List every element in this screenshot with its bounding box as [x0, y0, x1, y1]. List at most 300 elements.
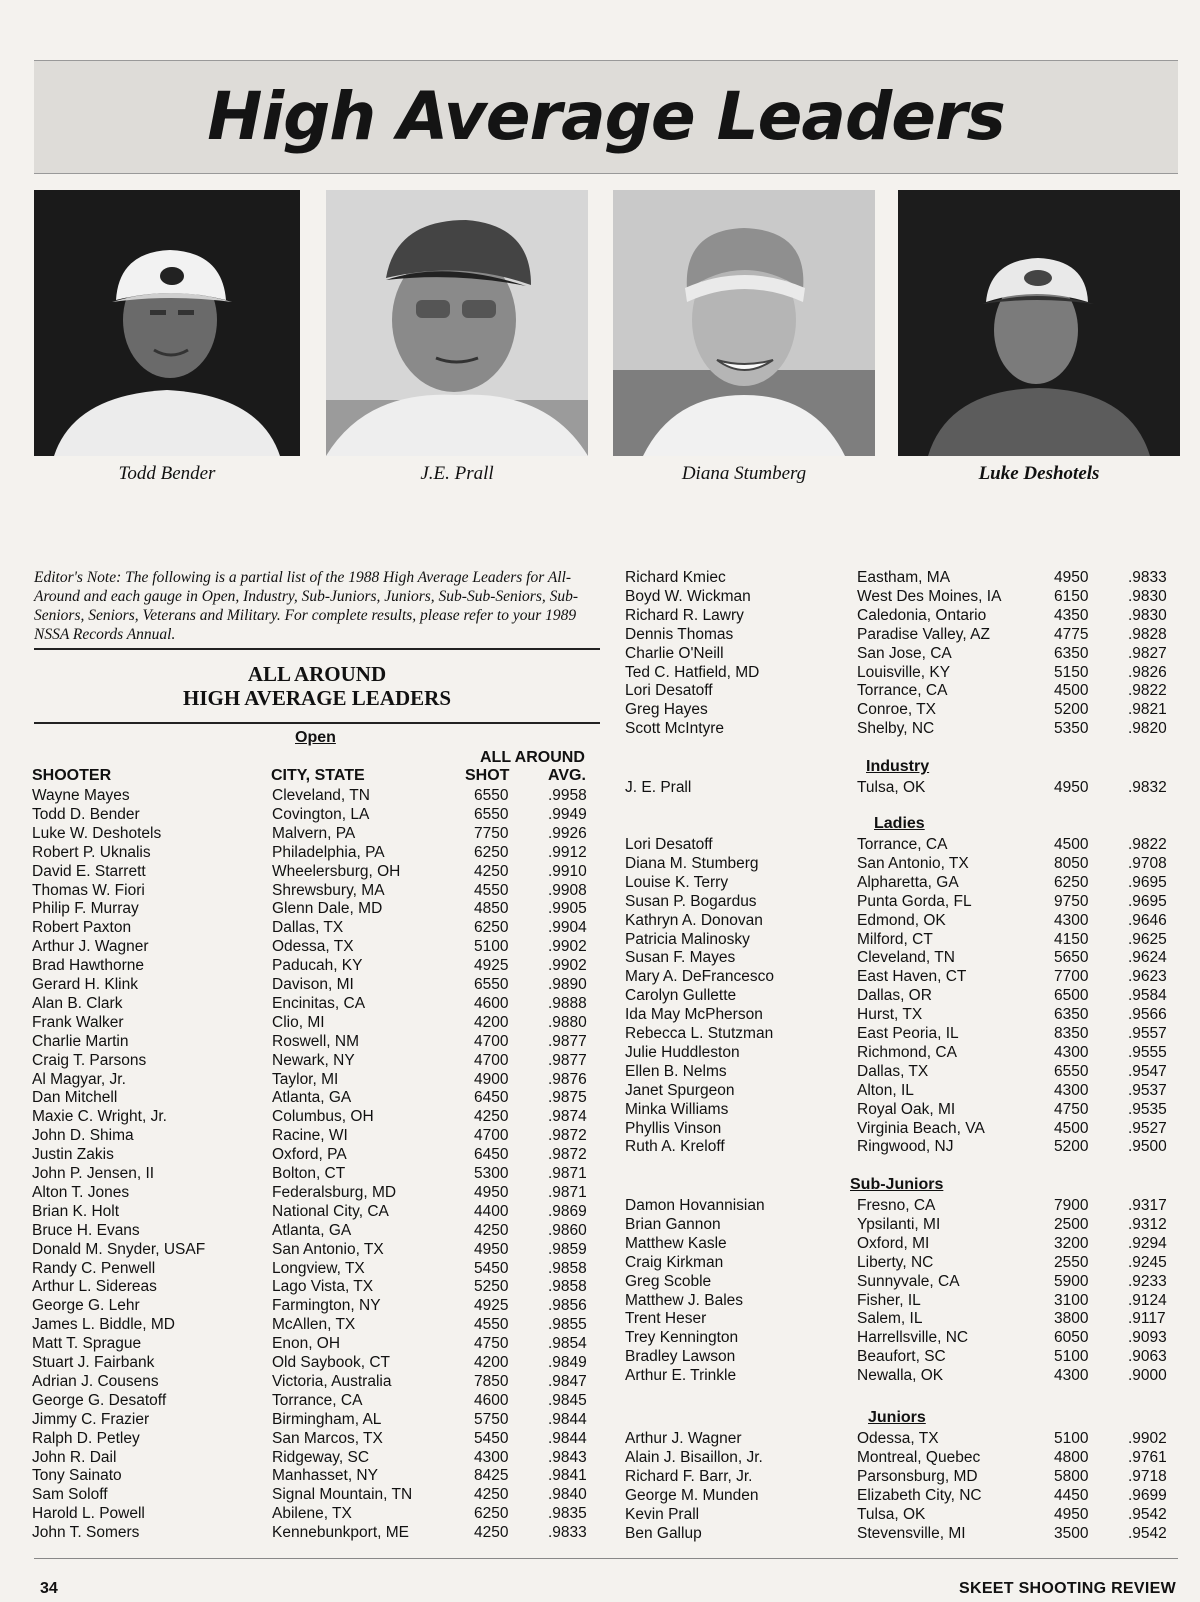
city-state: Torrance, CA [857, 836, 948, 853]
shooter-name: Philip F. Murray [32, 900, 139, 918]
city-state: Cleveland, TN [857, 949, 955, 967]
shooter-name: Louise K. Terry [625, 873, 729, 891]
city-state: East Peoria, IL [857, 1025, 959, 1042]
city-state: Virginia Beach, VA [857, 1119, 985, 1137]
shots: 5200 [1054, 1138, 1089, 1156]
shots: 3800 [1054, 1310, 1089, 1328]
city-state: Louisville, KY [857, 663, 951, 681]
shots: 5450 [474, 1259, 509, 1277]
city-state: Stevensville, MI [857, 1524, 966, 1542]
shots: 5350 [1054, 720, 1089, 738]
shots: 4500 [1054, 836, 1089, 853]
city-state: Tulsa, OK [857, 1505, 926, 1523]
city-state: Longview, TX [272, 1259, 365, 1277]
shooter-name: Trey Kennington [625, 1329, 739, 1347]
shots: 4500 [1054, 682, 1089, 700]
shooter-name: Janet Spurgeon [625, 1081, 735, 1099]
table-row [0, 1524, 1200, 1543]
table-row [0, 1005, 1200, 1024]
table-row [0, 1486, 1200, 1505]
city-state: Ridgeway, SC [272, 1448, 370, 1466]
table-row [0, 967, 1200, 986]
shooter-name: Gerard H. Klink [32, 976, 138, 993]
shooter-name: Charlie Martin [32, 1032, 129, 1050]
table-row [0, 873, 1200, 892]
city-state: Shelby, NC [857, 720, 935, 738]
city-state: Alpharetta, GA [857, 873, 959, 891]
city-state: Conroe, TX [857, 701, 936, 719]
shots: 8425 [474, 1467, 509, 1485]
shots: 4150 [1054, 930, 1089, 948]
shooter-name: Damon Hovannisian [625, 1197, 765, 1214]
shot-header: SHOT [465, 767, 510, 784]
shots: 5100 [474, 938, 509, 956]
shots: 7900 [1054, 1197, 1089, 1214]
shooter-name: Jimmy C. Frazier [32, 1410, 150, 1428]
shots: 4750 [474, 1335, 509, 1353]
average: .9855 [548, 1316, 587, 1334]
shots: 4925 [474, 1297, 509, 1315]
average: .9832 [1128, 779, 1167, 796]
shooter-name: Sam Soloff [32, 1486, 108, 1504]
average: .9877 [548, 1032, 587, 1050]
average: .9827 [1128, 644, 1167, 662]
shots: 4250 [474, 1524, 509, 1542]
shooter-name: Todd D. Bender [32, 805, 140, 823]
average: .9646 [1128, 911, 1167, 929]
average: .9872 [548, 1127, 587, 1145]
shooter-name: Diana M. Stumberg [625, 854, 759, 872]
average: .9904 [548, 919, 587, 937]
average: .9000 [1128, 1367, 1167, 1385]
average: .9840 [548, 1486, 587, 1504]
shooter-name: Wayne Mayes [32, 787, 130, 804]
average: .9695 [1128, 892, 1167, 910]
city-state: Punta Gorda, FL [857, 892, 972, 910]
shots: 4250 [474, 1221, 509, 1239]
shots: 4350 [1054, 606, 1089, 624]
shots: 4500 [1054, 1119, 1089, 1137]
shots: 6050 [1054, 1329, 1089, 1347]
shooter-name: Carolyn Gullette [625, 987, 737, 1005]
average: .9849 [548, 1354, 587, 1371]
city-state: Oxford, MI [857, 1234, 930, 1252]
average: .9527 [1128, 1119, 1167, 1137]
average: .9910 [548, 862, 587, 880]
city-state: Racine, WI [272, 1127, 348, 1145]
shooter-name: Al Magyar, Jr. [32, 1070, 126, 1088]
city-state: Salem, IL [857, 1310, 923, 1328]
city-state: Edmond, OK [857, 911, 946, 929]
average: .9124 [1128, 1291, 1167, 1309]
shooter-name: Bradley Lawson [625, 1348, 736, 1366]
shots: 2500 [1054, 1215, 1089, 1233]
shots: 4300 [474, 1448, 509, 1466]
city-state: Milford, CT [857, 930, 933, 948]
caption-todd-bender: Todd Bender [118, 463, 216, 484]
shooter-name: Patricia Malinosky [625, 930, 750, 948]
shooter-name: Craig Kirkman [625, 1253, 724, 1271]
city-state: Sunnyvale, CA [857, 1272, 960, 1290]
average: .9566 [1128, 1006, 1167, 1024]
table-row [0, 1291, 1200, 1310]
shots: 6150 [1054, 587, 1089, 605]
shots: 4925 [474, 957, 509, 975]
shots: 4300 [1054, 1367, 1089, 1385]
shooter-name: Matt T. Sprague [32, 1335, 142, 1353]
city-state: Fisher, IL [857, 1291, 921, 1309]
table-row [0, 854, 1200, 873]
shots: 8050 [1054, 854, 1089, 872]
shots: 4200 [474, 1013, 509, 1031]
shots: 5750 [474, 1410, 509, 1428]
average: .9833 [1128, 569, 1167, 586]
average: .9844 [548, 1410, 587, 1428]
city-state: San Antonio, TX [857, 854, 969, 872]
city-state: San Jose, CA [857, 644, 952, 662]
city-state: Newark, NY [272, 1051, 355, 1069]
city-state: Tulsa, OK [857, 779, 926, 796]
city-state: Victoria, Australia [272, 1372, 392, 1390]
shots: 6350 [1054, 1006, 1089, 1024]
subjuniors-subheading: Sub-Juniors [850, 1176, 944, 1193]
shooter-name: Ellen B. Nelms [625, 1062, 727, 1080]
shooter-name: Ida May McPherson [625, 1006, 763, 1024]
city-state: Kennebunkport, ME [272, 1524, 410, 1542]
city-state: East Haven, CT [857, 968, 967, 986]
city-state: Davison, MI [272, 976, 354, 993]
shots: 4700 [474, 1032, 509, 1050]
all-around-header: ALL AROUND [480, 749, 585, 766]
average: .9093 [1128, 1329, 1167, 1347]
table-row [0, 892, 1200, 911]
city-state: Manhasset, NY [272, 1467, 378, 1485]
shooter-name: Brad Hawthorne [32, 957, 145, 975]
shots: 4250 [474, 1486, 509, 1504]
average: .9623 [1128, 968, 1167, 986]
average: .9905 [548, 900, 587, 918]
average: .9869 [548, 1202, 587, 1220]
average: .9844 [548, 1429, 587, 1447]
city-state: Shrewsbury, MA [272, 881, 385, 899]
shots: 6450 [474, 1146, 509, 1164]
average: .9902 [1128, 1430, 1167, 1447]
city-state: Royal Oak, MI [857, 1100, 956, 1118]
average: .9958 [548, 787, 587, 804]
caption-je-prall: J.E. Prall [420, 463, 494, 484]
city-state: Eastham, MA [857, 569, 951, 586]
city-state: McAllen, TX [272, 1316, 356, 1334]
shots: 5800 [1054, 1467, 1089, 1485]
table-row [0, 930, 1200, 949]
shots: 6550 [474, 787, 509, 804]
shooter-name: George G. Desatoff [32, 1391, 167, 1409]
table-row [0, 1196, 1200, 1215]
shooter-name: Rebecca L. Stutzman [625, 1025, 774, 1042]
shooter-name: George G. Lehr [32, 1297, 140, 1315]
title-banner [34, 60, 1178, 174]
average: .9699 [1128, 1486, 1167, 1504]
shots: 4700 [474, 1051, 509, 1069]
table-row [0, 1119, 1200, 1138]
shots: 7750 [474, 824, 509, 842]
average: .9833 [548, 1524, 587, 1542]
shots: 4300 [1054, 911, 1089, 929]
shots: 4600 [474, 1391, 509, 1409]
table-row [0, 1234, 1200, 1253]
shots: 4300 [1054, 1043, 1089, 1061]
city-state: Dallas, OR [857, 987, 932, 1005]
average: .9854 [548, 1335, 587, 1353]
shooter-name: Tony Sainato [32, 1467, 122, 1485]
shots: 4900 [474, 1070, 509, 1088]
shots: 4450 [1054, 1486, 1089, 1504]
shots: 6250 [474, 919, 509, 937]
juniors-subheading: Juniors [868, 1409, 926, 1426]
shots: 4950 [474, 1240, 509, 1258]
photo-je-prall [326, 190, 588, 456]
average: .9828 [1128, 625, 1167, 643]
shooter-name: Susan F. Mayes [625, 949, 736, 967]
shooter-name: Alton T. Jones [32, 1183, 130, 1201]
shots: 4750 [1054, 1100, 1089, 1118]
average: .9902 [548, 938, 587, 956]
shooter-name: Ben Gallup [625, 1524, 702, 1542]
shots: 5150 [1054, 663, 1089, 681]
average: .9820 [1128, 720, 1167, 738]
average: .9874 [548, 1108, 587, 1126]
average: .9555 [1128, 1043, 1167, 1061]
table-row [0, 1410, 1200, 1429]
table-row [0, 1309, 1200, 1328]
average: .9542 [1128, 1505, 1167, 1523]
average: .9875 [548, 1089, 587, 1107]
shooter-name: Susan P. Bogardus [625, 892, 757, 910]
shooter-name: Maxie C. Wright, Jr. [32, 1108, 167, 1126]
city-state: Richmond, CA [857, 1043, 957, 1061]
city-state: Roswell, NM [272, 1032, 359, 1050]
city-state: Federalsburg, MD [272, 1183, 397, 1201]
shots: 5200 [1054, 701, 1089, 719]
shooter-name: Julie Huddleston [625, 1043, 740, 1061]
table-row [0, 1391, 1200, 1410]
average: .9535 [1128, 1100, 1167, 1118]
industry-subheading: Industry [866, 758, 930, 775]
table-row [0, 681, 1200, 700]
city-state: National City, CA [272, 1202, 389, 1220]
avg-header: AVG. [548, 767, 586, 784]
shots: 6550 [1054, 1062, 1089, 1080]
shooter-name: Kevin Prall [625, 1505, 700, 1523]
city-state: Old Saybook, CT [272, 1354, 391, 1371]
city-state-header: CITY, STATE [271, 767, 365, 784]
city-state: Taylor, MI [272, 1070, 339, 1088]
shooter-name: Boyd W. Wickman [625, 587, 751, 605]
city-state: Montreal, Quebec [857, 1448, 981, 1466]
shooter-name: Ralph D. Petley [32, 1429, 140, 1447]
shooter-name: John T. Somers [32, 1524, 140, 1542]
average: .9063 [1128, 1348, 1167, 1366]
shooter-name: Brian Gannon [625, 1215, 721, 1233]
average: .9625 [1128, 930, 1167, 948]
city-state: Lago Vista, TX [272, 1278, 374, 1296]
city-state: Fresno, CA [857, 1197, 936, 1214]
photo-todd-bender [34, 190, 300, 456]
page-title: High Average Leaders [207, 78, 1005, 155]
city-state: Dallas, TX [272, 919, 344, 937]
city-state: Torrance, CA [857, 682, 948, 700]
table-row [0, 1467, 1200, 1486]
city-state: Signal Mountain, TN [272, 1486, 413, 1504]
city-state: Odessa, TX [857, 1430, 939, 1447]
average: .9859 [548, 1240, 587, 1258]
table-row [0, 606, 1200, 625]
average: .9871 [548, 1183, 587, 1201]
table-row [0, 986, 1200, 1005]
shots: 5100 [1054, 1348, 1089, 1366]
city-state: San Antonio, TX [272, 1240, 384, 1258]
average: .9547 [1128, 1062, 1167, 1080]
shots: 4950 [1054, 779, 1089, 796]
city-state: Wheelersburg, OH [272, 862, 401, 880]
city-state: Parsonsburg, MD [857, 1467, 978, 1485]
shooter-name: Alan B. Clark [32, 994, 123, 1012]
city-state: Malvern, PA [272, 824, 356, 842]
city-state: Enon, OH [272, 1335, 341, 1353]
shooter-name: Justin Zakis [32, 1146, 114, 1164]
table-row [0, 1043, 1200, 1062]
shots: 5250 [474, 1278, 509, 1296]
footer-rule [34, 1558, 1178, 1559]
page-number: 34 [40, 1580, 58, 1597]
average: .9718 [1128, 1467, 1167, 1485]
shooter-name: Lori Desatoff [625, 682, 713, 700]
city-state: Glenn Dale, MD [272, 900, 383, 918]
shooter-name: David E. Starrett [32, 862, 146, 880]
shooter-name: Ted C. Hatfield, MD [625, 663, 760, 681]
shooter-name: James L. Biddle, MD [32, 1316, 175, 1334]
shots: 4200 [474, 1354, 509, 1371]
shooter-name: Scott McIntyre [625, 720, 725, 738]
city-state: Torrance, CA [272, 1391, 363, 1409]
shooter-name: Harold L. Powell [32, 1505, 145, 1523]
shooter-name: Matthew Kasle [625, 1234, 727, 1252]
shooter-name: Richard F. Barr, Jr. [625, 1467, 753, 1485]
table-row [0, 1137, 1200, 1156]
shooter-name: Trent Heser [625, 1310, 707, 1328]
shots: 4775 [1054, 625, 1089, 643]
shooter-name: Arthur L. Sidereas [32, 1278, 157, 1296]
average: .9843 [548, 1448, 587, 1466]
table-row [0, 568, 1200, 587]
table-row [0, 1429, 1200, 1448]
shooter-name: Dan Mitchell [32, 1089, 118, 1107]
shooter-name: Matthew J. Bales [625, 1291, 744, 1309]
shots: 5650 [1054, 949, 1089, 967]
city-state: Elizabeth City, NC [857, 1486, 982, 1504]
shooter-name: Charlie O'Neill [625, 644, 724, 662]
shots: 6450 [474, 1089, 509, 1107]
table-row [0, 1505, 1200, 1524]
average: .9912 [548, 843, 587, 861]
table-row [0, 587, 1200, 606]
shots: 4250 [474, 1108, 509, 1126]
shots: 9750 [1054, 892, 1089, 910]
average: .9872 [548, 1146, 587, 1164]
section-title-line1: ALL AROUND [247, 662, 387, 686]
average: .9949 [548, 805, 587, 823]
average: .9902 [548, 957, 587, 975]
average: .9908 [548, 881, 587, 899]
shots: 7700 [1054, 968, 1089, 986]
photo-luke-deshotels [898, 190, 1180, 456]
shooter-name: Greg Scoble [625, 1272, 712, 1290]
shooter-name: Dennis Thomas [625, 625, 734, 643]
table-row [0, 1347, 1200, 1366]
shooter-name: Thomas W. Fiori [32, 881, 145, 899]
publication-name: SKEET SHOOTING REVIEW [959, 1580, 1176, 1597]
city-state: Newalla, OK [857, 1367, 944, 1385]
table-row [0, 948, 1200, 967]
shots: 4250 [474, 862, 509, 880]
table-row [0, 663, 1200, 682]
average: .9245 [1128, 1253, 1167, 1271]
average: .9294 [1128, 1234, 1167, 1252]
shooter-name: John R. Dail [32, 1448, 117, 1466]
table-row [0, 625, 1200, 644]
city-state: Atlanta, GA [272, 1089, 352, 1107]
table-row [0, 835, 1200, 854]
shots: 6250 [474, 843, 509, 861]
shooter-name: Richard Kmiec [625, 569, 726, 586]
caption-luke-deshotels: Luke Deshotels [978, 463, 1100, 484]
section-title-line2: HIGH AVERAGE LEADERS [182, 686, 452, 710]
shots: 4600 [474, 994, 509, 1012]
average: .9500 [1128, 1138, 1167, 1156]
average: .9584 [1128, 987, 1167, 1005]
shooter-name: Robert P. Uknalis [32, 843, 151, 861]
average: .9858 [548, 1278, 587, 1296]
average: .9233 [1128, 1272, 1167, 1290]
shots: 4550 [474, 881, 509, 899]
shooter-name: Craig T. Parsons [32, 1051, 147, 1069]
average: .9821 [1128, 701, 1167, 719]
table-row [0, 911, 1200, 930]
shooter-name: Mary A. DeFrancesco [625, 968, 775, 986]
city-state: Oxford, PA [272, 1146, 347, 1164]
average: .9877 [548, 1051, 587, 1069]
average: .9876 [548, 1070, 587, 1088]
table-row [0, 805, 1200, 824]
city-state: Abilene, TX [272, 1505, 352, 1523]
table-row [0, 1328, 1200, 1347]
city-state: Paradise Valley, AZ [857, 625, 990, 643]
average: .9888 [548, 994, 587, 1012]
editors-note: Editor's Note: The following is a partial list of the 1988 High Average Leaders for All-Around and each gauge in Open, Industry, Sub-Juniors, Juniors, Sub-Sub-Seniors, Sub-Seniors, Seniors, Veterans and Military. For complete results, please refer to your 1989 NSSA Records Annual. [34, 569, 579, 643]
shots: 6550 [474, 805, 509, 823]
city-state: San Marcos, TX [272, 1429, 383, 1447]
city-state: Ringwood, NJ [857, 1138, 954, 1156]
shots: 4400 [474, 1202, 509, 1220]
shots: 4700 [474, 1127, 509, 1145]
shots: 8350 [1054, 1025, 1089, 1042]
city-state: Odessa, TX [272, 938, 354, 956]
shots: 4850 [474, 900, 509, 918]
average: .9822 [1128, 682, 1167, 700]
shots: 6250 [1054, 873, 1089, 891]
ladies-subheading: Ladies [874, 815, 925, 832]
table-row [0, 1215, 1200, 1234]
